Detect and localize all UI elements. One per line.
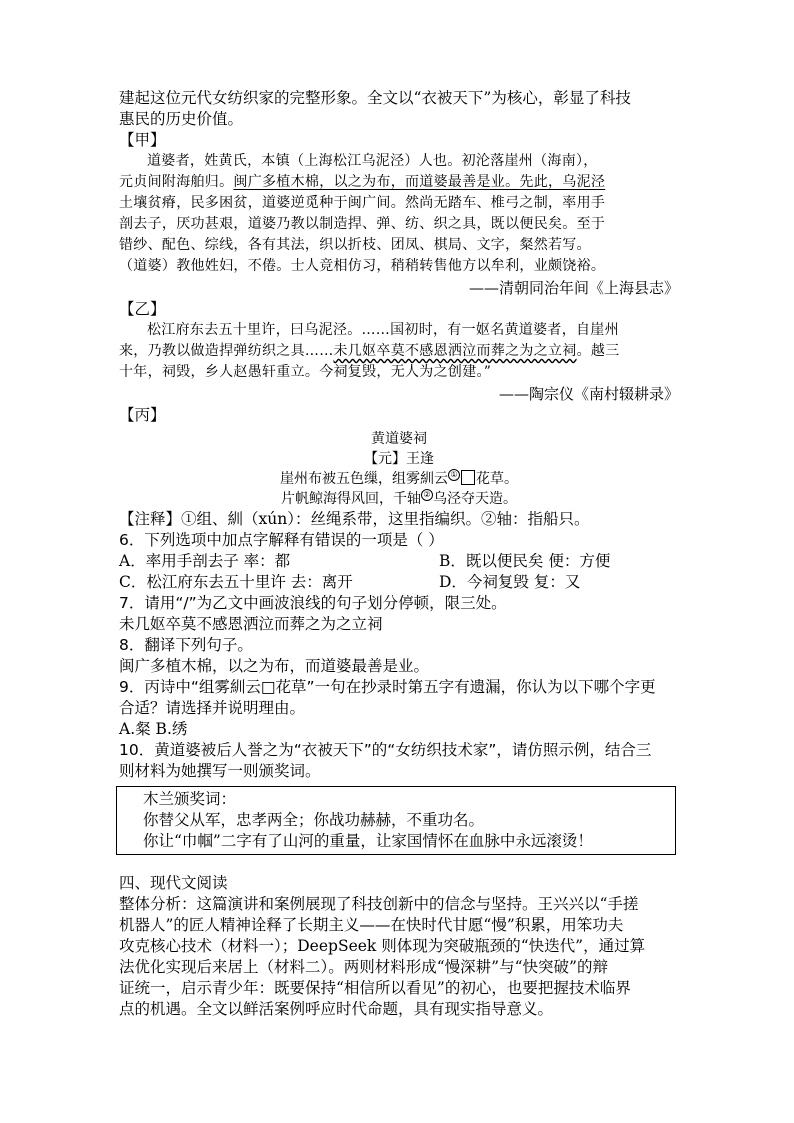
q7-stem: 7．请用“/”为乙文中画波浪线的句子划分停顿，限三处。 xyxy=(119,594,507,612)
q9-stem-line-1: 9．丙诗中“组雾紃云□花草”一句在抄录时第五字有遗漏，你认为以下哪个字更 xyxy=(119,678,656,696)
section-4-heading: 四、现代文阅读 xyxy=(119,874,228,892)
yi-line-1: 松江府东去五十里许，曰乌泥泾。……国初时，有一妪名黄道婆者，自崖州 xyxy=(147,322,619,338)
intro-line-2: 惠民的历史价值。 xyxy=(119,110,244,128)
box-line-1: 你替父从军，忠孝两全；你战功赫赫，不重功名。 xyxy=(143,811,485,829)
q8-stem: 8．翻译下列句子。 xyxy=(119,636,253,654)
yi-line-2c: 。越三 xyxy=(576,343,620,359)
yi-line-2 xyxy=(119,341,679,362)
missing-char-box xyxy=(461,470,475,485)
q6-option-b: B．既以便民矣 便：方便 xyxy=(439,552,611,570)
section-4-line-5: 证统一，启示青少年：既要保持“相信所以看见”的初心，也要把握技术临界 xyxy=(119,979,631,997)
poem-notes: 【注释】①组、紃（xún）：丝绳系带，这里指编织。②轴：指船只。 xyxy=(119,510,590,528)
section-4-line-6: 点的机遇。全文以鲜活案例呼应时代命题，具有现实指导意义。 xyxy=(119,1000,554,1018)
jia-line-4: 剖去子，厌功甚艰，道婆乃教以制造捍、弹、纺、织之具，既以便民矣。至于 xyxy=(119,216,606,232)
q9-options: A.粲 B.绣 xyxy=(119,720,188,738)
yi-source: ——陶宗仪《南村辍耕录》 xyxy=(498,385,679,403)
poem-line-2b: 乌泾夺天造。 xyxy=(433,491,517,507)
box-line-2: 你让“巾帼”二字有了山河的重量，让家国情怀在血脉中永远滚烫！ xyxy=(143,832,593,850)
bing-label: 【丙】 xyxy=(119,406,166,424)
poem-line-2 xyxy=(119,489,679,509)
yi-passage xyxy=(119,320,679,383)
q6-options-row-2 xyxy=(119,572,679,593)
poem-author: 【元】王逢 xyxy=(364,451,434,467)
section-4-line-2: 机器人”的匠人精神诠释了长期主义——在快时代甘愿“慢”积累，用笨功夫 xyxy=(119,916,624,934)
jia-line-6: （道婆）教他姓妇，不倦。士人竞相仿习，稍稍转售他方以牟利，业颇饶裕。 xyxy=(119,258,606,274)
jia-label: 【甲】 xyxy=(119,131,166,149)
poem-line-1 xyxy=(119,469,679,489)
poem-line-1b: 花草。 xyxy=(476,471,518,487)
intro-line-1: 建起这位元代女纺织家的完整形象。全文以“衣被天下”为核心，彰显了科技 xyxy=(119,89,631,107)
note-2-marker: ② xyxy=(421,489,433,501)
poem-line-1a: 崖州布被五色缫，组雾紃云 xyxy=(280,471,448,487)
q10-stem-line-1: 10．黄道婆被后人誉之为“衣被天下”的“女纺织技术家”，请仿照示例，结合三 xyxy=(119,741,652,759)
box-title: 木兰颁奖词： xyxy=(143,790,237,808)
q7-sentence: 未几妪卒莫不感恩洒泣而葬之为之立祠 xyxy=(119,615,383,633)
jia-line-3: 土壤贫瘠，民多困贫，道婆逆觅种于闽广间。然尚无踏车、椎弓之制，率用手 xyxy=(119,195,606,211)
q9-stem-line-2: 合适？请选择并说明理由。 xyxy=(119,699,306,717)
q6-options-row-1 xyxy=(119,551,679,572)
q10-stem-line-2: 则材料为她撰写一则颁奖词。 xyxy=(119,762,321,780)
jia-passage xyxy=(119,151,679,277)
section-4-line-4: 法优化实现后来居上（材料二）。两则材料形成“慢深耕”与“快突破”的辩 xyxy=(119,958,608,976)
poem-line-2a: 片帆鲸海得风回，千轴 xyxy=(281,491,421,507)
poem-title: 黄道婆祠 xyxy=(371,431,427,447)
bing-poem xyxy=(119,429,679,509)
q6-stem: 6．下列选项中加点字解释有错误的一项是（ ） xyxy=(119,531,444,549)
jia-line-2a: 元贞间附海舶归。 xyxy=(119,174,234,190)
yi-line-2a: 来，乃教以做造捍弹纺织之具…… xyxy=(119,343,334,359)
document-page xyxy=(119,88,679,1020)
section-4-line-1: 整体分析：这篇演讲和案例展现了科技创新中的信念与坚持。王兴兴以“手搓 xyxy=(119,895,639,913)
yi-label: 【乙】 xyxy=(119,300,166,318)
jia-line-1: 道婆者，姓黄氏，本镇（上海松江乌泥泾）人也。初沦落崖州（海南）， xyxy=(147,153,598,169)
jia-line-5: 错纱、配色、综线，各有其法，织以折枝、团凤、棋局、文字，粲然若写。 xyxy=(119,237,591,253)
q8-sentence: 闽广多植木棉，以之为布，而道婆最善是业。 xyxy=(119,657,430,675)
q6-option-d: D．今祠复毁 复：又 xyxy=(439,573,581,591)
jia-line-2c: 先此，乌泥泾 xyxy=(519,174,606,190)
jia-underlined-sentence: 闽广多植木棉，以之为布，而道婆最善是业。 xyxy=(233,174,520,190)
jia-line-2 xyxy=(119,172,679,193)
note-1-marker: ① xyxy=(448,469,460,481)
example-award-box xyxy=(116,786,676,855)
yi-wavy-sentence: 未几妪卒莫不感恩洒泣而葬之为之立祠 xyxy=(333,343,577,359)
spacer xyxy=(119,861,679,873)
section-4-line-3: 攻克核心技术（材料一）；DeepSeek 则体现为突破瓶颈的“快迭代”，通过算 xyxy=(119,937,646,955)
yi-line-3: 十年，祠毁，乡人赵愚轩重立。今祠复毁，无人为之创建。” xyxy=(119,364,492,380)
jia-source: ——清朝同治年间《上海县志》 xyxy=(468,279,679,297)
q6-option-c: C．松江府东去五十里许 去：离开 xyxy=(119,573,353,591)
q6-option-a: A．率用手剖去子 率：都 xyxy=(119,552,291,570)
